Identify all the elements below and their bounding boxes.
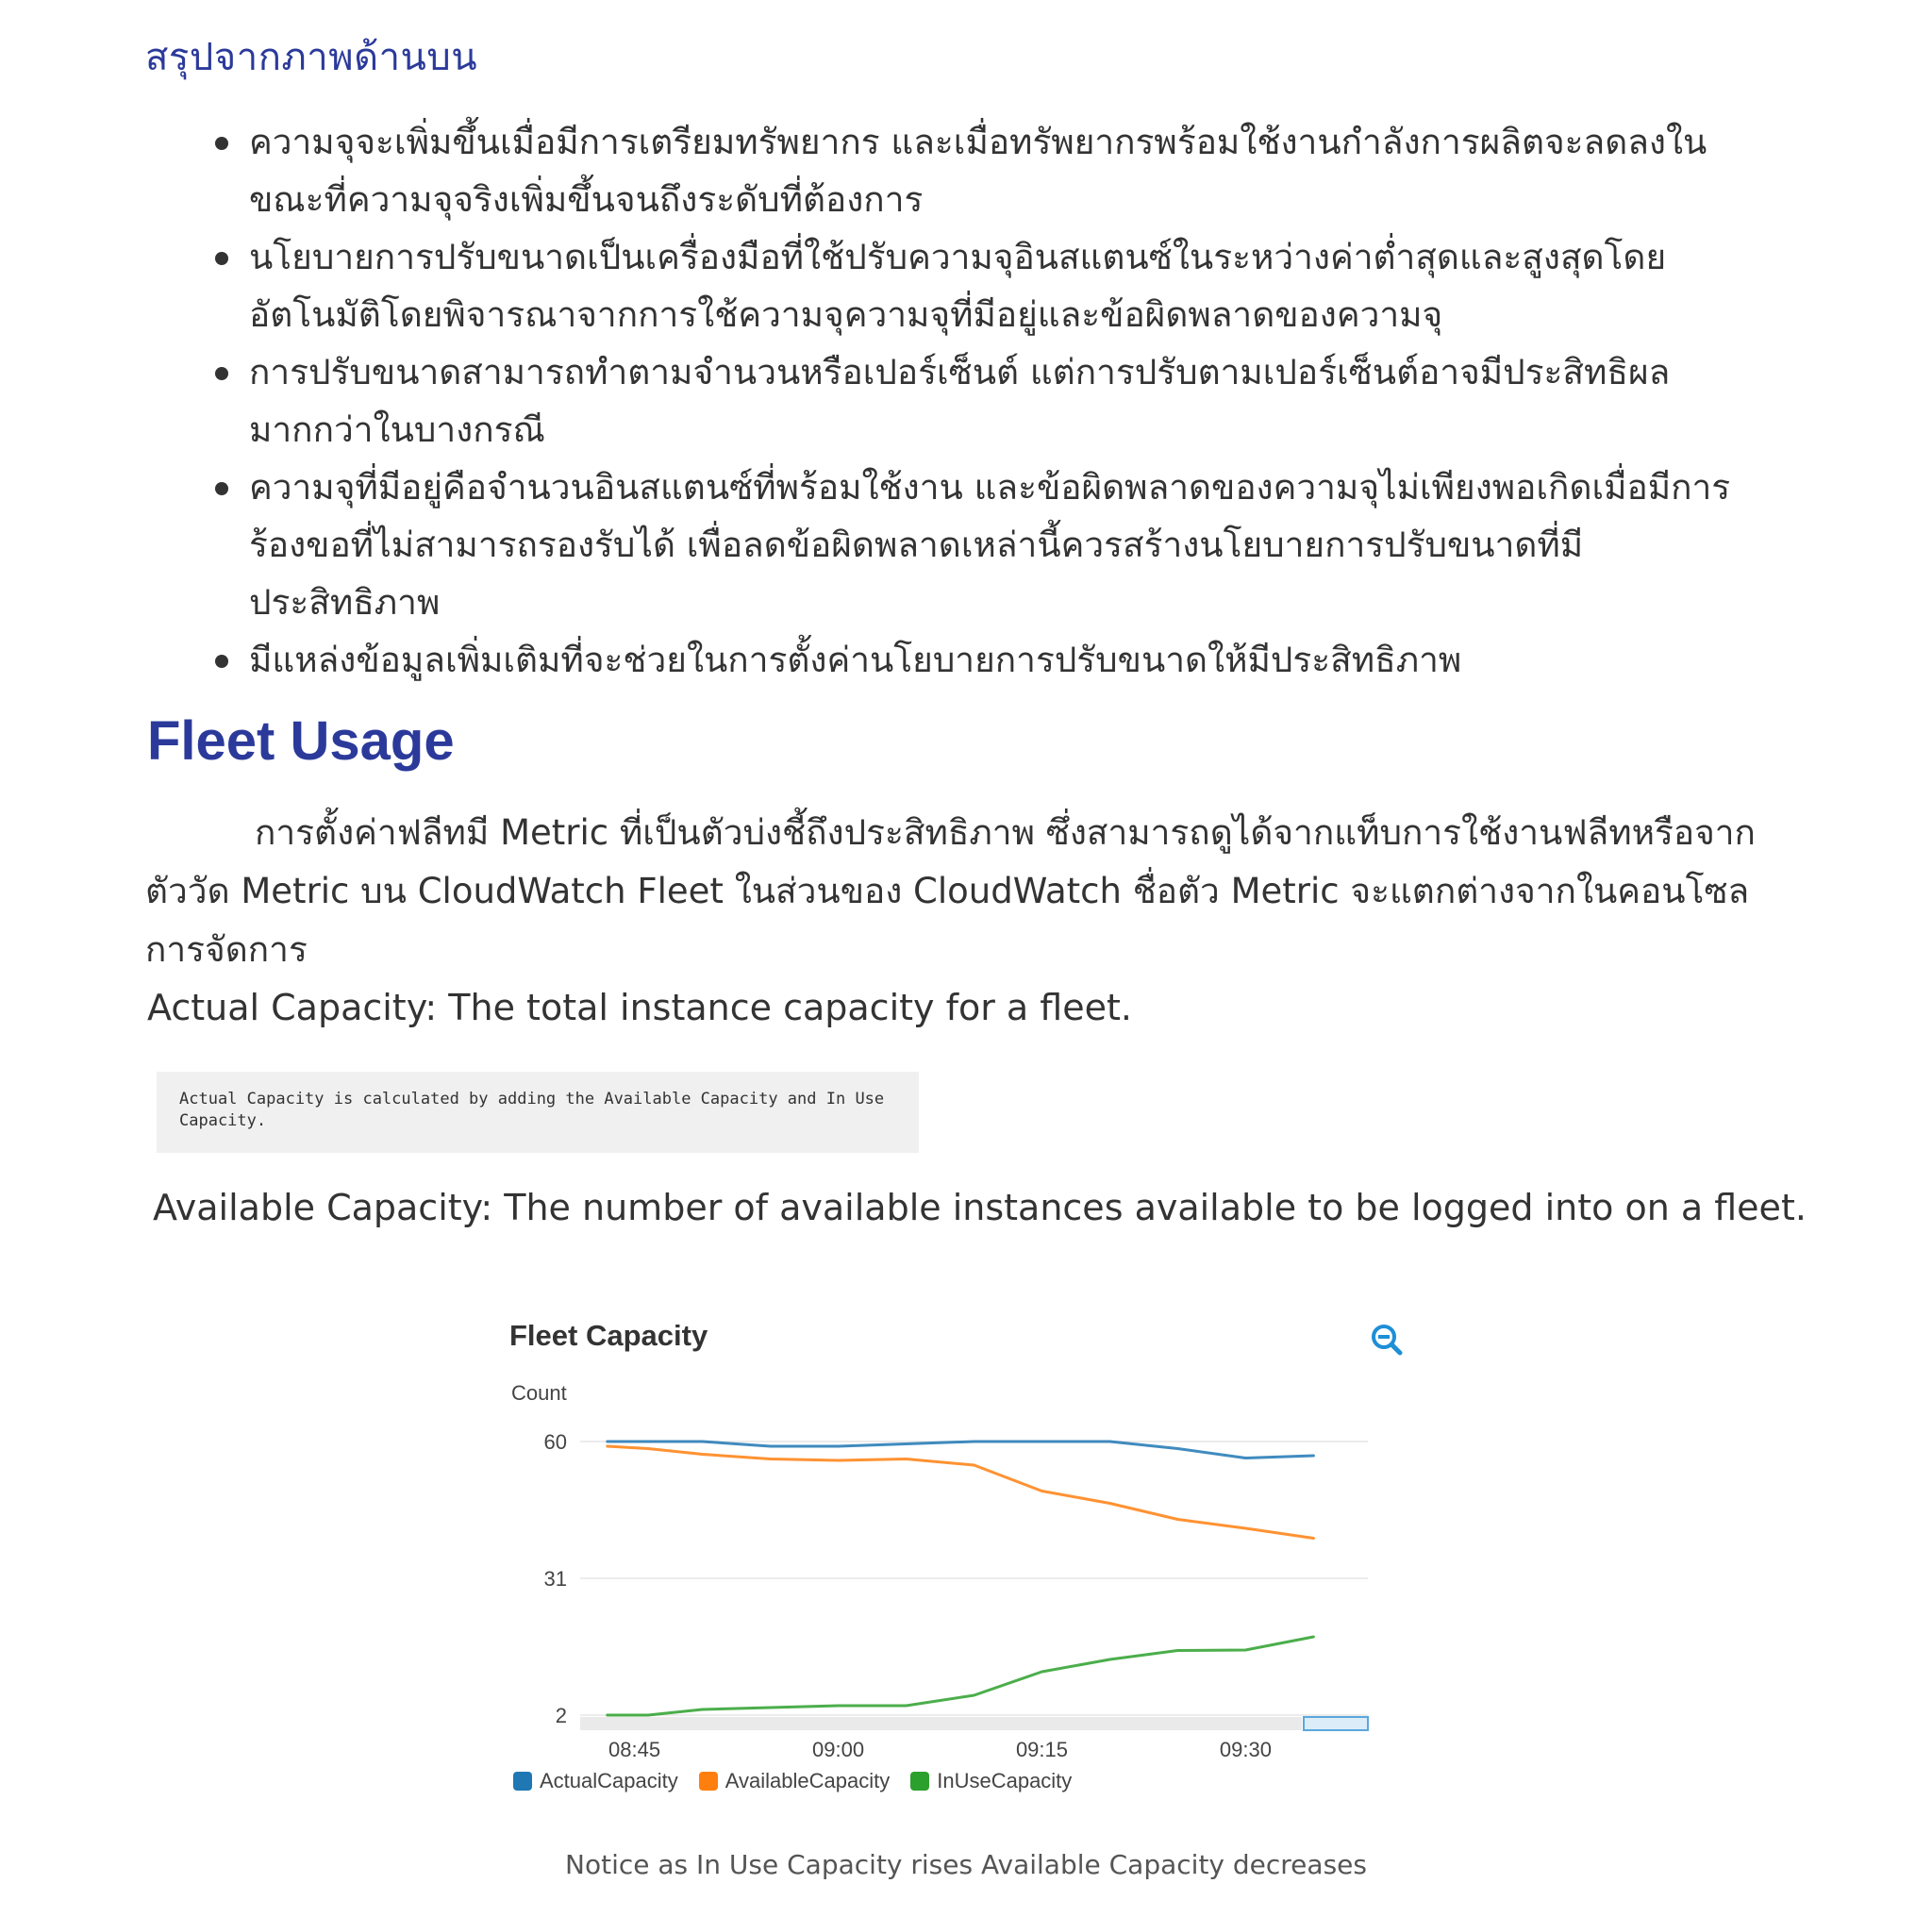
bullet-dot [215,137,228,150]
series-line-InUseCapacity [608,1637,1314,1715]
zoom-out-icon[interactable] [1368,1321,1406,1359]
legend-label: ActualCapacity [540,1769,678,1792]
timeline-handle [1304,1717,1368,1730]
timeline-scrollbar [580,1717,1302,1730]
y-axis-label: Count [511,1381,567,1405]
bullet-dot [215,655,228,668]
chart-title: Fleet Capacity [509,1319,708,1352]
summary-bullet-list [211,113,1758,689]
bullet-text: ความจุจะเพิ่มขึ้นเมื่อมีการเตรียมทรัพยากร และเมื่อทรัพยากรพร้อมใช้งานกำลังการผลิตจะลดลงในขณะที่ความจุจริงเพิ่มขึ้นจนถึงระดับที่ต้องการ [249,122,1707,220]
intro-paragraph: การตั้งค่าฟลีทมี Metric ที่เป็นตัวบ่งชี้ถึงประสิทธิภาพ ซึ่งสามารถดูได้จากแท็บการใช้งานฟลีทหรือจากตัววัด Metric บน CloudWatch Fleet ในส่วนของ CloudWatch ชื่อตัว Metric จะแตกต่างจากในคอนโซลการจัดการ [145,812,1756,970]
bullet-dot [215,252,228,265]
legend-label: AvailableCapacity [724,1769,891,1792]
available-capacity-definition: Available Capacity: The number of available instances available to be logged into on a fleet. [153,1187,1807,1228]
series-line-AvailableCapacity [608,1446,1314,1539]
bullet-text: มีแหล่งข้อมูลเพิ่มเติมที่จะช่วยในการตั้งค่านโยบายการปรับขนาดให้มีประสิทธิภาพ [249,640,1462,680]
bullet-text: ความจุที่มีอยู่คือจำนวนอินสแตนซ์ที่พร้อมใช้งาน และข้อผิดพลาดของความจุไม่เพียงพอเกิดเมื่อมีการร้องขอที่ไม่สามารถรองรับได้ เพื่อลดข้อผิดพลาดเหล่านี้ควรสร้างนโยบายการปรับขนาดที่มีประสิทธิภาพ [249,467,1731,623]
actual-capacity-definition: Actual Capacity: The total instance capacity for a fleet. [147,987,1132,1028]
y-tick-label: 31 [543,1567,567,1591]
x-tick-label: 08:45 [608,1738,661,1761]
x-tick-label: 09:30 [1219,1738,1272,1761]
bullet-text: การปรับขนาดสามารถทำตามจำนวนหรือเปอร์เซ็นต์ แต่การปรับตามเปอร์เซ็นต์อาจมีประสิทธิผลมากกว่าในบางกรณี [249,352,1671,450]
code-note: Actual Capacity is calculated by adding the Available Capacity and In Use Capacity. [157,1072,919,1153]
legend-swatch [699,1772,718,1791]
chart-legend [513,1769,1072,1793]
legend-item-available[interactable] [699,1769,890,1793]
legend-label: InUseCapacity [937,1769,1073,1792]
summary-heading: สรุปจากภาพด้านบน [145,36,478,79]
summary-bullet [211,343,1758,458]
y-tick-label: 2 [555,1704,567,1727]
bullet-dot [215,482,228,495]
x-tick-label: 09:15 [1015,1738,1069,1761]
legend-item-inuse[interactable] [910,1769,1072,1793]
x-tick-label: 09:00 [812,1738,865,1761]
y-tick-label: 60 [543,1430,567,1454]
legend-item-actual[interactable] [513,1769,678,1793]
bullet-dot [215,367,228,380]
chart-plot [491,1302,1434,1811]
summary-bullet [211,113,1758,228]
summary-bullet [211,228,1758,343]
legend-swatch [910,1772,929,1791]
section-title: Fleet Usage [147,710,455,772]
summary-bullet [211,458,1758,631]
fleet-capacity-chart [491,1302,1434,1830]
legend-swatch [513,1772,532,1791]
chart-caption: Notice as In Use Capacity rises Available Capacity decreases [565,1849,1367,1880]
summary-bullet [211,631,1758,689]
bullet-text: นโยบายการปรับขนาดเป็นเครื่องมือที่ใช้ปรับความจุอินสแตนซ์ในระหว่างค่าต่ำสุดและสูงสุดโดยอัตโนมัติโดยพิจารณาจากการใช้ความจุความจุที่มีอยู่และข้อผิดพลาดของความจุ [249,237,1667,335]
